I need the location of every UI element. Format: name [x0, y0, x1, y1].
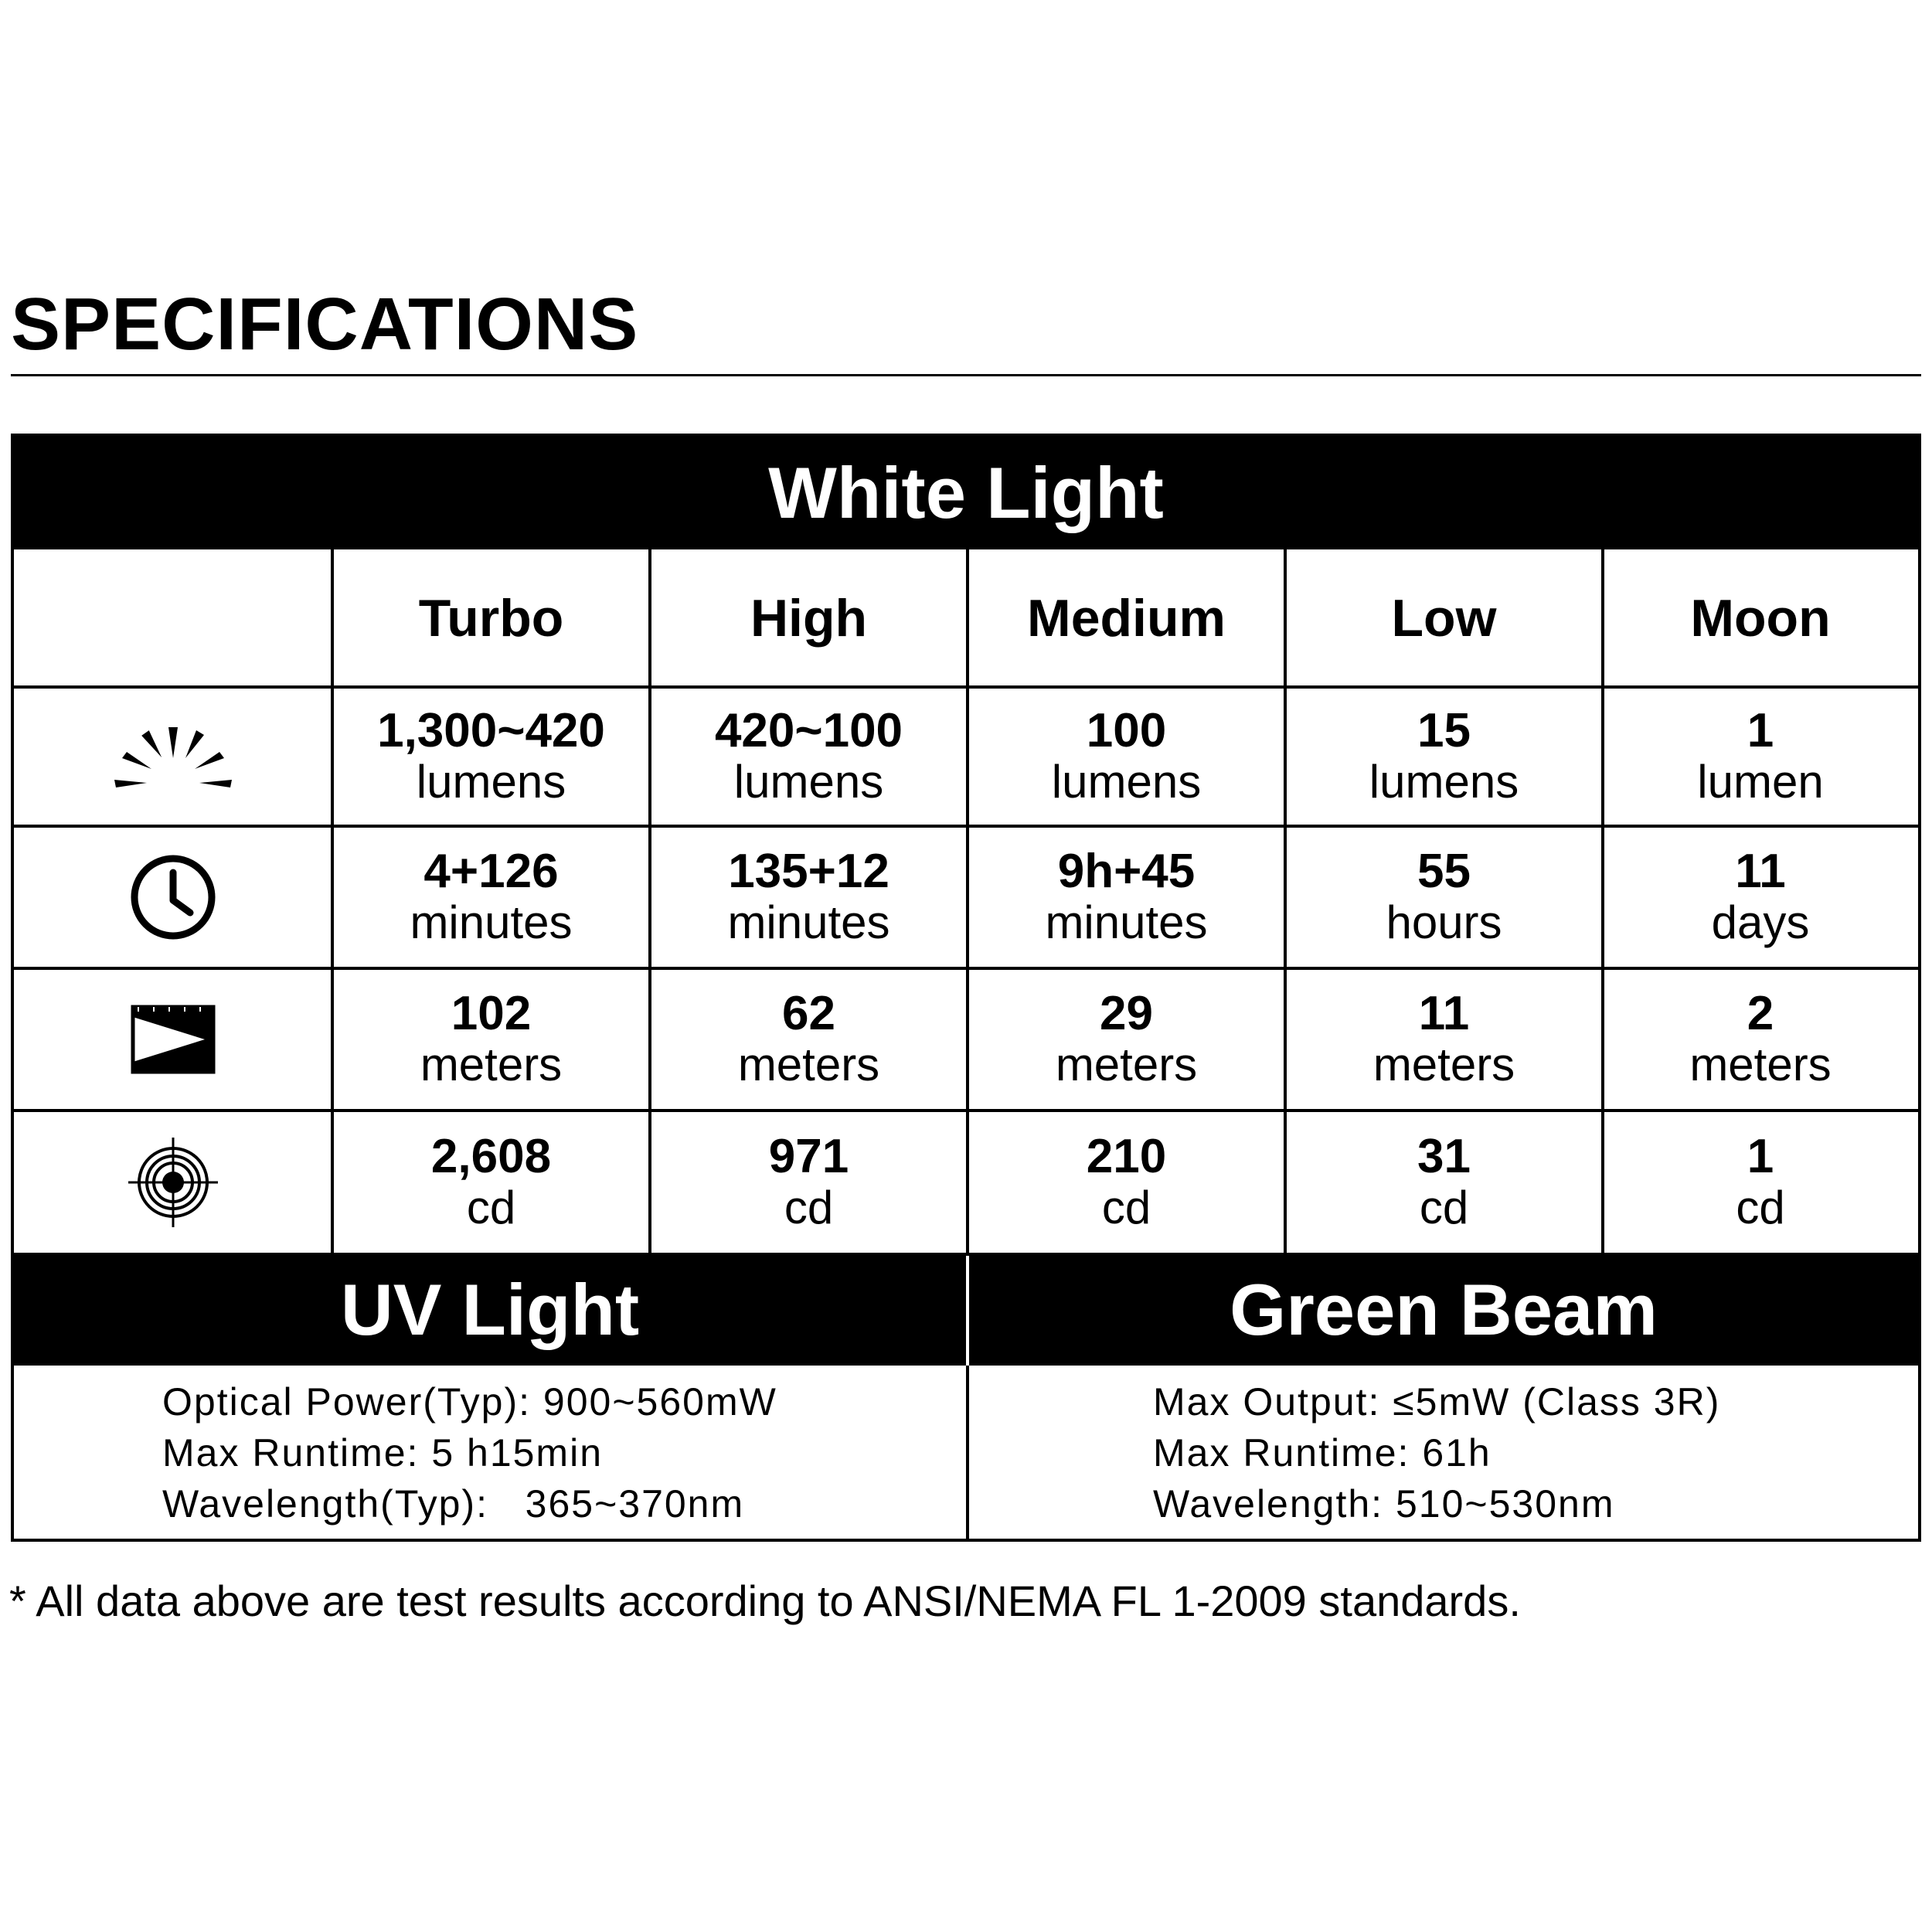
cell-value: 11 — [1418, 987, 1470, 1041]
table-cell — [1603, 1111, 1918, 1254]
cell-unit: days — [1711, 896, 1810, 948]
spec-table — [11, 434, 1921, 1542]
cell-value: 1 — [1747, 1130, 1774, 1184]
cell-value: 100 — [1086, 704, 1167, 758]
white-light-heading: White Light — [14, 437, 1918, 549]
uv-max-runtime: Max Runtime: 5 h15min — [162, 1431, 604, 1475]
mode-header-turbo: Turbo — [418, 589, 564, 648]
table-cell — [650, 826, 968, 968]
table-cell — [968, 968, 1285, 1111]
uv-wavelength: Wavelength(Typ): 365~370nm — [162, 1482, 745, 1526]
cell-unit: cd — [1419, 1181, 1469, 1233]
cell-value: 55 — [1417, 845, 1471, 899]
clock-icon — [14, 826, 332, 968]
table-cell — [650, 968, 968, 1111]
section-divider — [14, 1253, 1918, 1256]
cell-value: 135+12 — [728, 845, 889, 899]
table-cell — [1285, 687, 1603, 826]
table-cell — [968, 687, 1285, 826]
green-beam-heading: Green Beam — [969, 1254, 1918, 1366]
cell-value: 2,608 — [430, 1130, 552, 1184]
uv-optical-power: Optical Power(Typ): 900~560mW — [162, 1380, 777, 1423]
cell-value: 11 — [1735, 845, 1786, 899]
table-cell — [332, 1111, 650, 1254]
table-cell — [650, 1111, 968, 1254]
cell-unit: meters — [1372, 1038, 1515, 1090]
green-max-output: Max Output: ≤5mW (Class 3R) — [1153, 1380, 1721, 1423]
table-cell — [332, 826, 650, 968]
cell-value: 31 — [1417, 1130, 1471, 1184]
table-cell — [332, 687, 650, 826]
beam-distance-icon — [14, 968, 332, 1111]
page-title: SPECIFICATIONS — [11, 283, 639, 366]
footnote: * All data above are test results according to ANSI/NEMA FL 1-2009 standards. — [9, 1577, 1521, 1625]
cell-value: 1 — [1747, 704, 1774, 758]
table-cell — [968, 1111, 1285, 1254]
table-cell — [1603, 968, 1918, 1111]
green-beam-info — [1153, 1376, 1720, 1529]
cell-unit: meters — [737, 1038, 880, 1090]
green-wavelength: Wavelength: 510~530nm — [1153, 1482, 1615, 1526]
table-cell — [650, 687, 968, 826]
title-divider — [11, 374, 1921, 376]
cell-value: 29 — [1100, 987, 1153, 1041]
cell-unit: cd — [1736, 1181, 1785, 1233]
cell-unit: cd — [1101, 1181, 1151, 1233]
uv-light-info — [162, 1376, 777, 1529]
cell-value: 102 — [451, 987, 532, 1041]
cell-value: 4+126 — [423, 845, 559, 899]
cell-unit: minutes — [1045, 896, 1208, 948]
mode-header-high: High — [750, 589, 868, 648]
cell-unit: hours — [1386, 896, 1502, 948]
cell-unit: lumen — [1697, 755, 1824, 808]
cell-unit: meters — [1055, 1038, 1198, 1090]
cell-unit: meters — [1689, 1038, 1832, 1090]
cell-value: 62 — [782, 987, 835, 1041]
cell-unit: cd — [466, 1181, 516, 1233]
table-cell — [332, 968, 650, 1111]
cell-unit: minutes — [727, 896, 890, 948]
uv-green-divider — [966, 1366, 969, 1542]
cell-unit: minutes — [410, 896, 573, 948]
table-cell — [1285, 826, 1603, 968]
cell-unit: lumens — [416, 755, 566, 808]
uv-light-heading: UV Light — [14, 1254, 966, 1366]
cell-unit: cd — [784, 1181, 834, 1233]
cell-value: 210 — [1086, 1130, 1167, 1184]
cell-unit: meters — [420, 1038, 563, 1090]
table-cell — [1285, 1111, 1603, 1254]
table-cell — [1603, 687, 1918, 826]
intensity-target-icon — [14, 1111, 332, 1254]
cell-value: 971 — [768, 1130, 849, 1184]
cell-value: 1,300~420 — [377, 704, 605, 758]
cell-value: 420~100 — [714, 704, 903, 758]
cell-value: 9h+45 — [1057, 845, 1196, 899]
cell-unit: lumens — [1369, 755, 1519, 808]
cell-unit: lumens — [733, 755, 884, 808]
table-cell — [968, 826, 1285, 968]
table-cell — [1285, 968, 1603, 1111]
brightness-icon — [14, 687, 332, 826]
cell-unit: lumens — [1051, 755, 1202, 808]
green-max-runtime: Max Runtime: 61h — [1153, 1431, 1492, 1475]
mode-header-moon: Moon — [1690, 589, 1831, 648]
mode-header-medium: Medium — [1027, 589, 1226, 648]
cell-value: 15 — [1417, 704, 1471, 758]
cell-value: 2 — [1747, 987, 1774, 1041]
table-cell — [1603, 826, 1918, 968]
mode-header-low: Low — [1391, 589, 1497, 648]
